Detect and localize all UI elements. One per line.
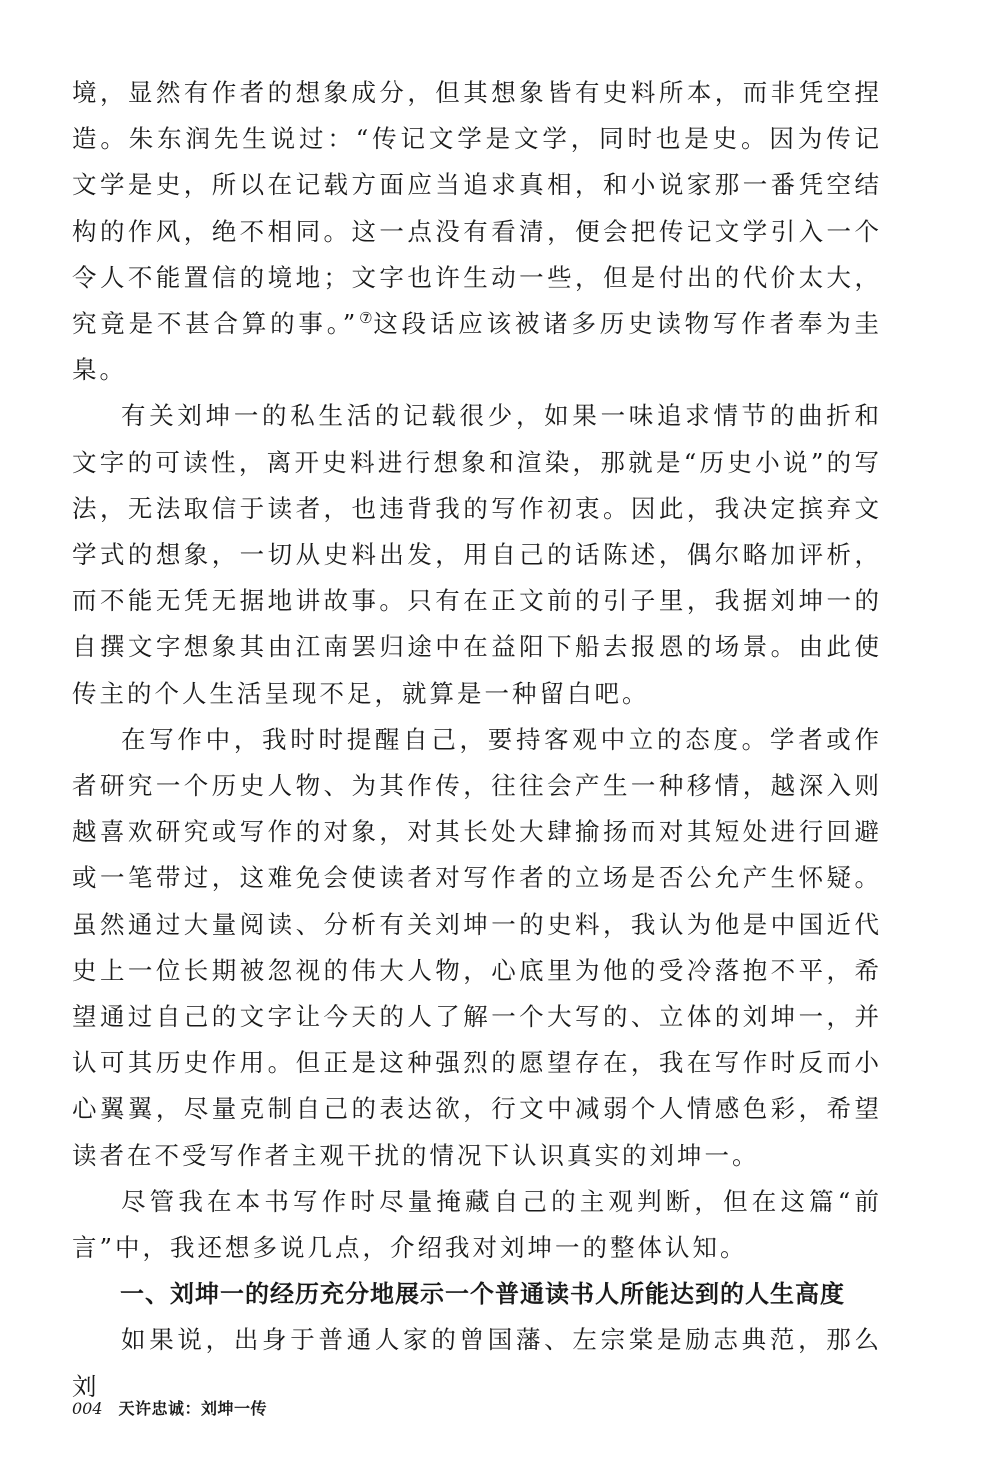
running-title: 天许忠诚：刘坤一传 bbox=[118, 1399, 268, 1418]
paragraph-4: 尽管我在本书写作时尽量掩藏自己的主观判断，但在这篇“前言”中，我还想多说几点，介绍我对刘坤一的整体认知。 bbox=[72, 1186, 882, 1263]
body-text bbox=[72, 70, 882, 1410]
paragraph-1-text-continued: 这段话应该被诸多历史读物写作者奉为圭臬。 bbox=[72, 309, 882, 385]
section-heading: 一、刘坤一的经历充分地展示一个普通读书人所能达到的人生高度 bbox=[120, 1280, 845, 1309]
paragraph-1-text: 境，显然有作者的想象成分，但其想象皆有史料所本，而非凭空捏造。朱东润先生说过：“传记文学是文学，同时也是史。因为传记文学是史，所以在记载方面应当追求真相，和小说家那一番凭空结构的作风，绝不相同。这一点没有看清，便会把传记文学引入一个令人不能置信的境地；文字也许生动一些，但是付出的代价太大，究竟是不甚合算的事。” bbox=[72, 78, 882, 339]
paragraph-5: 如果说，出身于普通人家的曾国藩、左宗棠是励志典范，那么刘 bbox=[72, 1325, 882, 1401]
paragraph-2: 有关刘坤一的私生活的记载很少，如果一味追求情节的曲折和文字的可读性，离开史料进行想象和渲染，那就是“历史小说”的写法，无法取信于读者，也违背我的写作初衷。因此，我决定摈弃文学式的想象，一切从史料出发，用自己的话陈述，偶尔略加评析，而不能无凭无据地讲故事。只有在正文前的引子里，我据刘坤一的自撰文字想象其由江南罢归途中在益阳下船去报恩的场景。由此使传主的个人生活呈现不足，就算是一种留白吧。 bbox=[72, 401, 882, 708]
page-footer bbox=[72, 1396, 267, 1420]
paragraph-3: 在写作中，我时时提醒自己，要持客观中立的态度。学者或作者研究一个历史人物、为其作传，往往会产生一种移情，越深入则越喜欢研究或写作的对象，对其长处大肆揄扬而对其短处进行回避或一笔带过，这难免会使读者对写作者的立场是否公允产生怀疑。虽然通过大量阅读、分析有关刘坤一的史料，我认为他是中国近代史上一位长期被忽视的伟大人物，心底里为他的受冷落抱不平，希望通过自己的文字让今天的人了解一个大写的、立体的刘坤一，并认可其历史作用。但正是这种强烈的愿望存在，我在写作时反而小心翼翼，尽量克制自己的表达欲，行文中减弱个人情感色彩，希望读者在不受写作者主观干扰的情况下认识真实的刘坤一。 bbox=[72, 724, 882, 1170]
footnote-reference[interactable]: ⑦ bbox=[358, 308, 374, 327]
paragraph-1 bbox=[72, 70, 882, 393]
page-number: 004 bbox=[72, 1399, 103, 1418]
